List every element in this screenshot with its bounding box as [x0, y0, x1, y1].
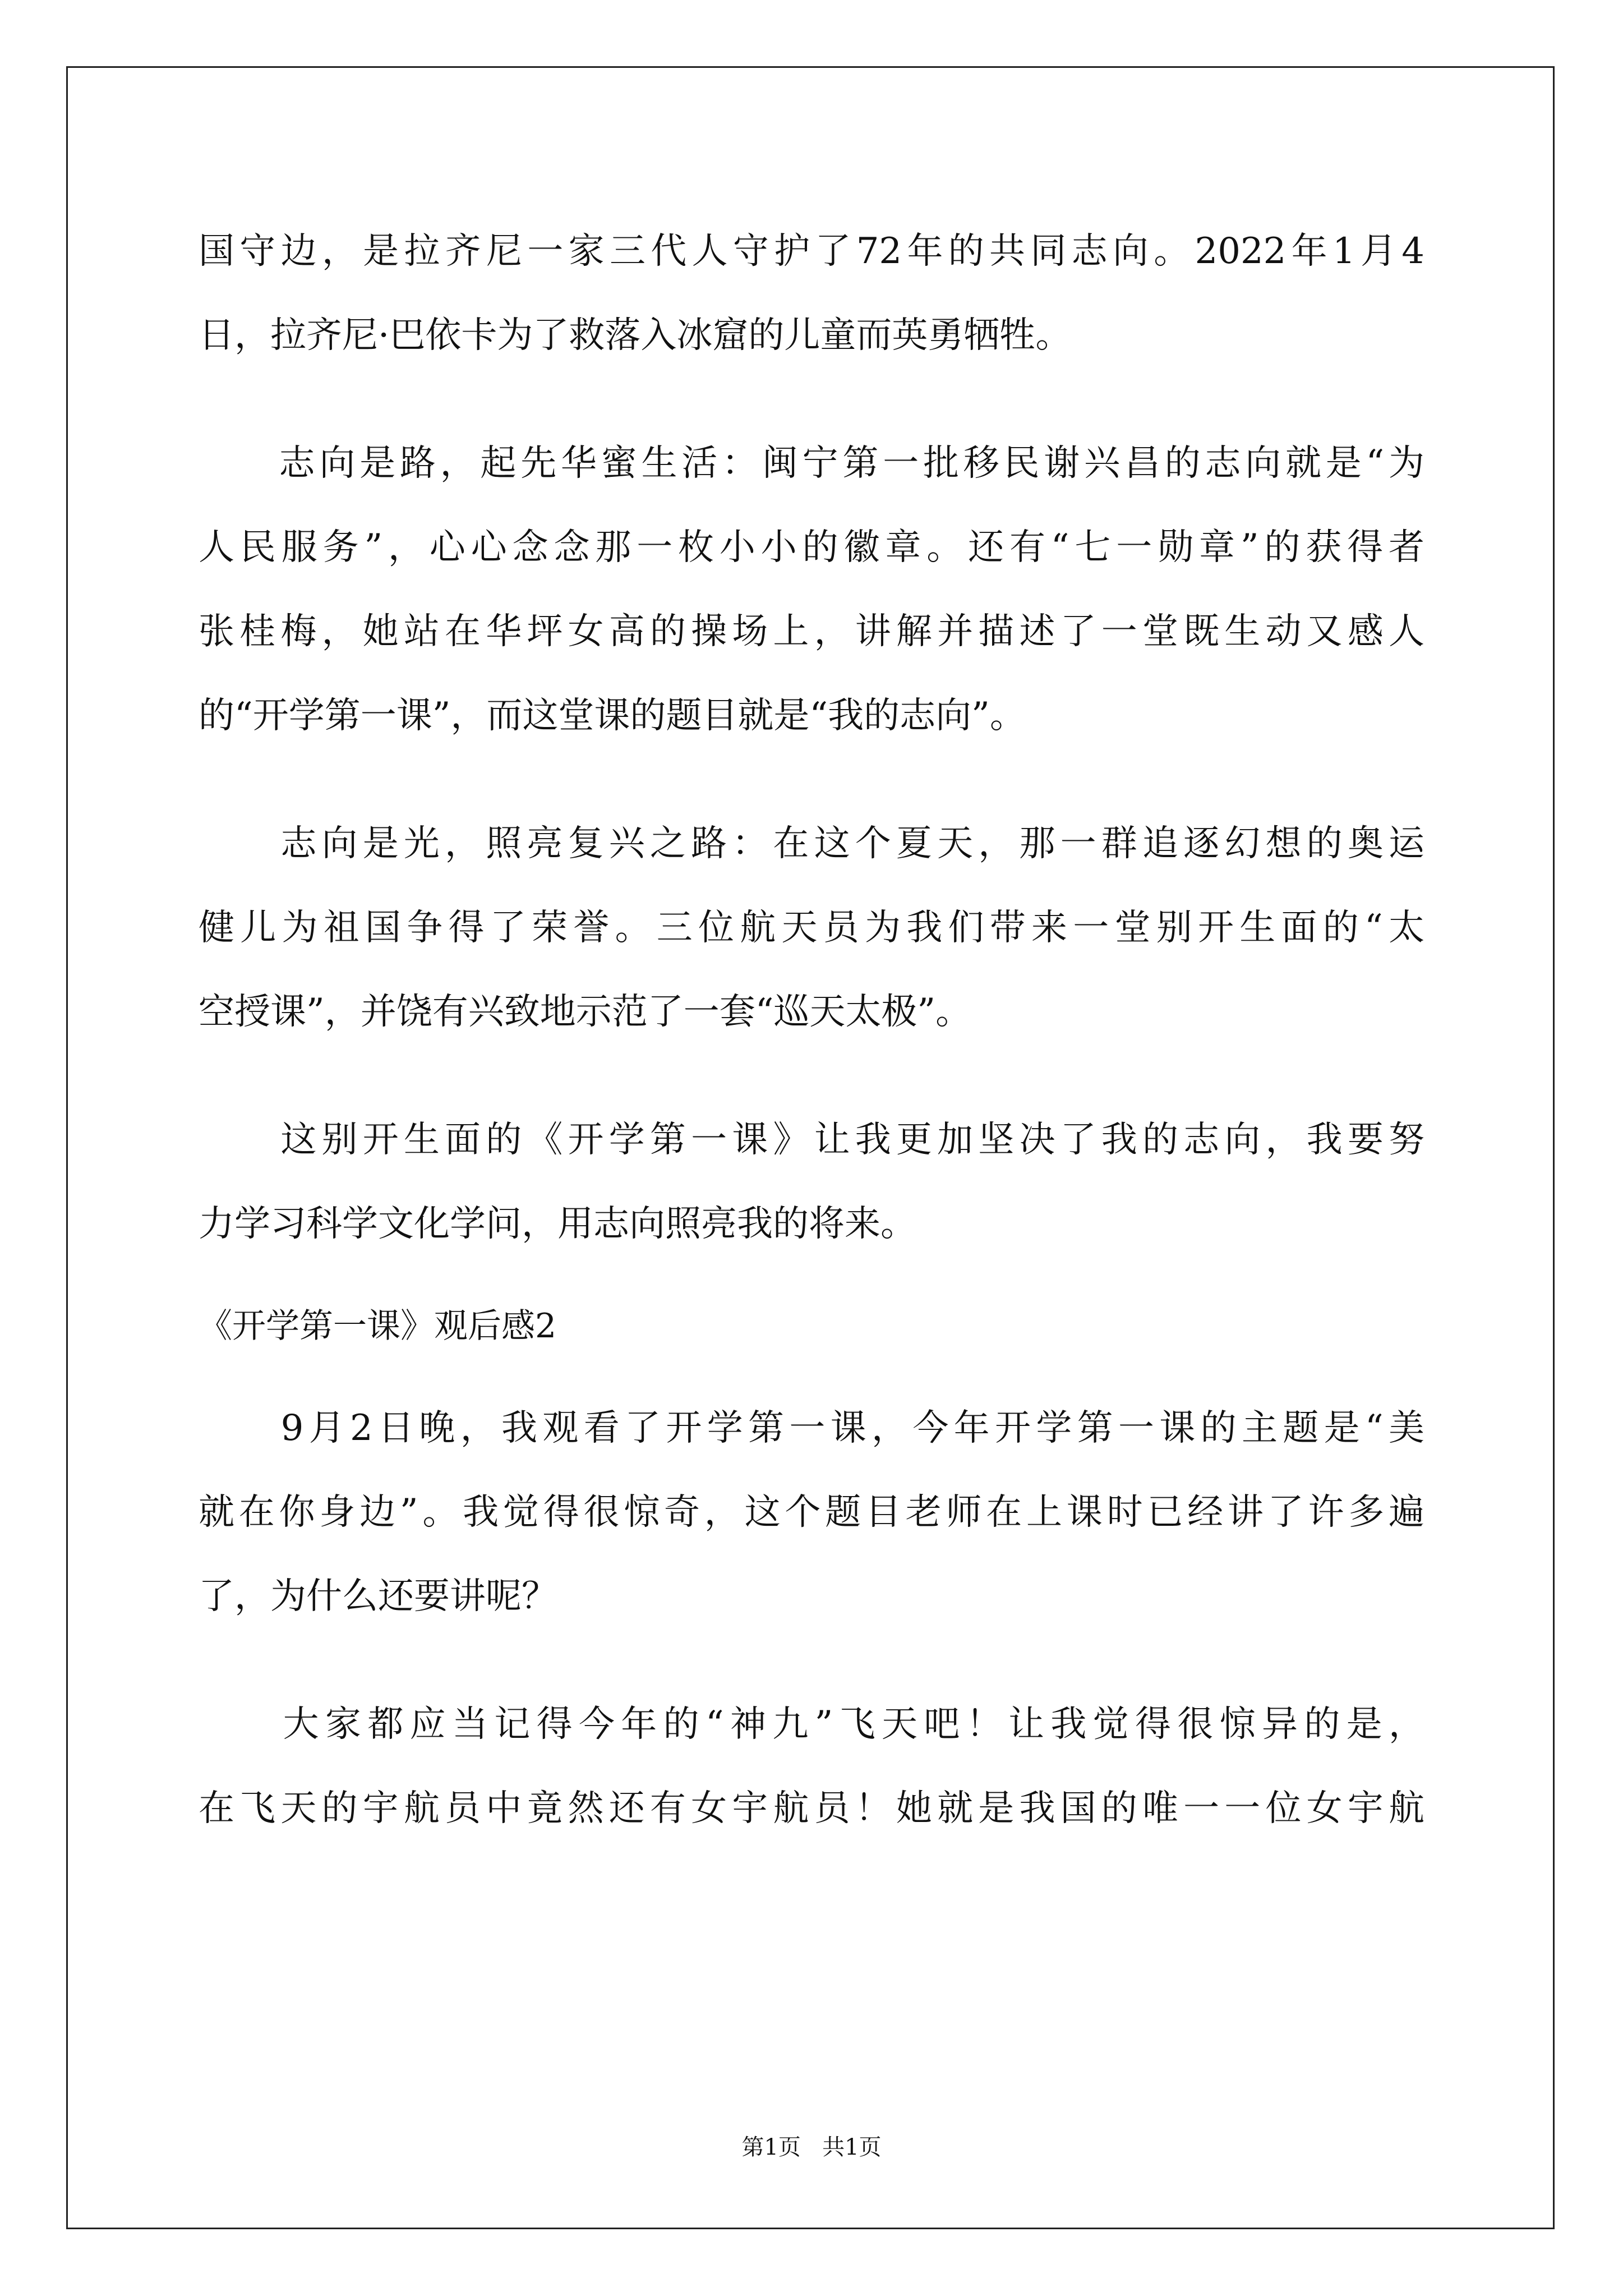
text-line: 在飞天的宇航员中竟然还有女宇航员！她就是我国的唯一一位女宇航: [199, 1788, 1424, 1829]
text-line: 国守边，是拉齐尼一家三代人守护了72年的共同志向。2022年1月4: [199, 231, 1424, 272]
text-line: 大家都应当记得今年的“神九”飞天吧！让我觉得很惊异的是，: [199, 1704, 1424, 1745]
text-line: 力学习科学文化学问，用志向照亮我的将来。: [199, 1203, 916, 1245]
page-number: 第1页: [741, 2134, 801, 2160]
page-footer: [0, 2133, 1623, 2161]
text-line: 张桂梅，她站在华坪女高的操场上，讲解并描述了一堂既生动又感人: [199, 611, 1424, 652]
text-line: 志向是光，照亮复兴之路：在这个夏天，那一群追逐幻想的奥运: [199, 823, 1424, 864]
text-line: 健儿为祖国争得了荣誉。三位航天员为我们带来一堂别开生面的“太: [199, 907, 1424, 949]
text-line: 9月2日晚，我观看了开学第一课，今年开学第一课的主题是“美: [199, 1407, 1424, 1449]
text-line: 日，拉齐尼·巴依卡为了救落入冰窟的儿童而英勇牺牲。: [199, 315, 1072, 356]
section-heading: 《开学第一课》观后感2: [199, 1306, 557, 1346]
text-line: 空授课”，并饶有兴致地示范了一套“巡天太极”。: [199, 991, 972, 1033]
text-line: 的“开学第一课”，而这堂课的题目就是“我的志向”。: [199, 695, 1026, 737]
text-line: 了，为什么还要讲呢？: [199, 1576, 557, 1617]
text-line: 这别开生面的《开学第一课》让我更加坚决了我的志向，我要努: [199, 1119, 1424, 1161]
text-line: 人民服务”，心心念念那一枚小小的徽章。还有“七一勋章”的获得者: [199, 527, 1424, 568]
text-line: 志向是路，起先华蜜生活：闽宁第一批移民谢兴昌的志向就是“为: [199, 443, 1424, 484]
page-total: 共1页: [822, 2134, 882, 2160]
text-line: 就在你身边”。我觉得很惊奇，这个题目老师在上课时已经讲了许多遍: [199, 1492, 1424, 1533]
